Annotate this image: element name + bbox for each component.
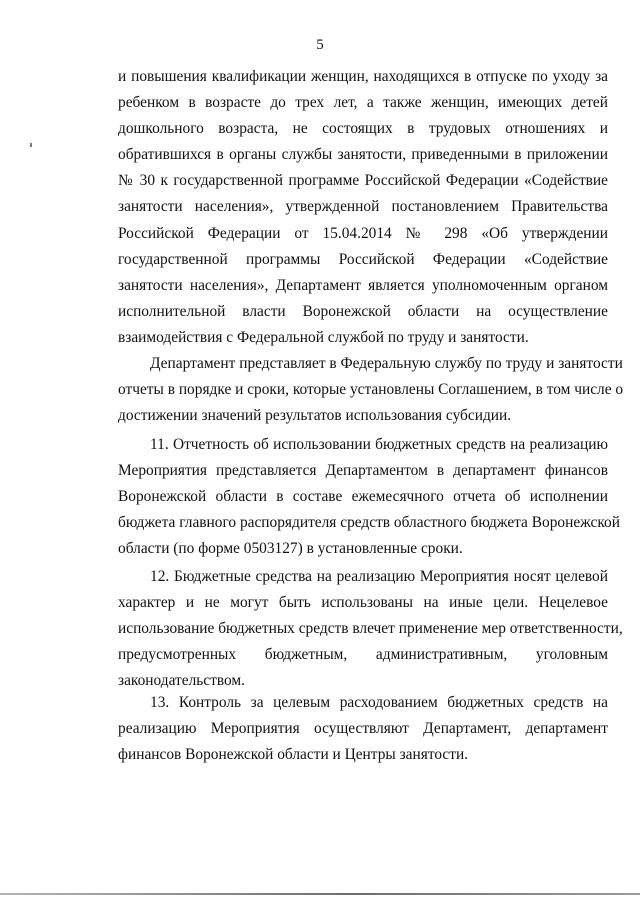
text-line: государственной программы Российской Федерации «Содействие <box>118 250 608 268</box>
text-line: финансов Воронежской области и Центры занятости. <box>118 746 469 764</box>
paragraph <box>118 64 608 351</box>
text-line: законодательством. <box>118 672 246 690</box>
text-line: Мероприятия представляется Департаментом в департамент финансов <box>118 462 608 480</box>
paragraph-item-11 <box>118 432 620 562</box>
paragraph <box>118 432 620 562</box>
text-line: области (по форме 0503127) в установленные сроки. <box>118 540 463 558</box>
paragraph-item-13 <box>118 690 608 768</box>
text-line: использование бюджетных средств влечет применение мер ответственности, <box>118 620 623 638</box>
text-line: 12. Бюджетные средства на реализацию Мероприятия носят целевой <box>150 568 608 585</box>
text-line: исполнительной власти Воронежской области на осуществление <box>118 302 608 320</box>
text-line: занятости населения», утвержденной постановлением Правительства <box>118 198 608 216</box>
paragraph <box>118 351 624 429</box>
text-line: занятости населения», Департамент является уполномоченным органом <box>118 276 608 294</box>
text-line: Российской Федерации от 15.04.2014 № 298 «Об утверждении <box>118 224 608 242</box>
paragraph <box>118 564 623 694</box>
text-line: Воронежской области в составе ежемесячного отчета об исполнении <box>118 488 608 506</box>
text-line: Департамент представляет в Федеральную службу по труду и занятости <box>150 355 623 372</box>
text-line: достижении значений результатов использования субсидии. <box>118 407 512 425</box>
text-line: ребенком в возрасте до трех лет, а также женщин, имеющих детей <box>118 94 608 112</box>
paragraph-item-12 <box>118 564 623 694</box>
text-line: и повышения квалификации женщин, находящихся в отпуске по уходу за <box>118 68 608 85</box>
scan-bottom-rule <box>0 893 640 895</box>
text-line: обратившихся в органы службы занятости, приведенными в приложении <box>118 146 608 164</box>
paragraph-department-reports <box>118 351 624 429</box>
paragraph-continuation <box>118 64 608 351</box>
text-line: характер и не могут быть использованы на иные цели. Нецелевое <box>118 594 608 612</box>
text-line: отчеты в порядке и сроки, которые установлены Соглашением, в том числе о <box>118 381 624 399</box>
paragraph <box>118 690 608 768</box>
text-line: 13. Контроль за целевым расходованием бюджетных средств на <box>150 694 608 711</box>
text-line: № 30 к государственной программе Российской Федерации «Содействие <box>118 172 608 190</box>
page-number: 5 <box>316 37 324 53</box>
text-line: бюджета главного распорядителя средств областного бюджета Воронежской <box>118 514 620 532</box>
text-line: реализацию Мероприятия осуществляют Департамент, департамент <box>118 720 608 738</box>
text-line: дошкольного возраста, не состоящих в трудовых отношениях и <box>118 120 608 138</box>
margin-scan-mark <box>30 143 32 147</box>
text-line: 11. Отчетность об использовании бюджетных средств на реализацию <box>150 436 608 453</box>
text-line: предусмотренных бюджетным, административным, уголовным <box>118 646 608 664</box>
text-line: взаимодействия с Федеральной службой по труду и занятости. <box>118 328 529 346</box>
